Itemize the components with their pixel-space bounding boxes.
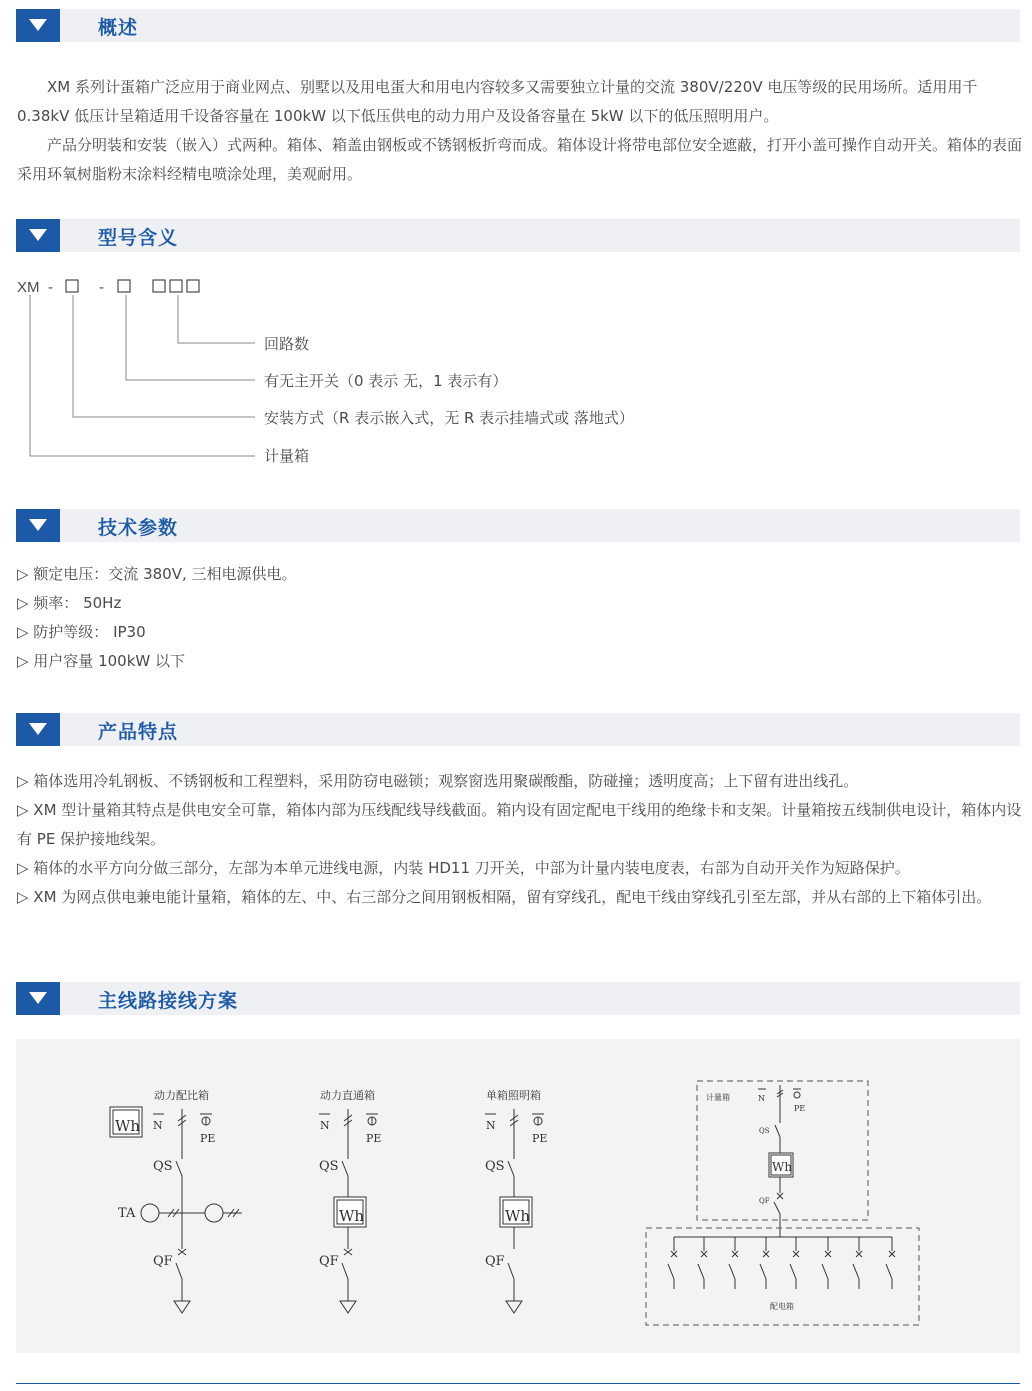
model-box (170, 280, 182, 292)
distribution-box-label: 配电箱 (770, 1302, 794, 1311)
diagram-title: 动力直通箱 (320, 1089, 375, 1102)
tech-item-capacity: ▷ 用户容量 100kW 以下 (17, 652, 185, 670)
tech-item-protection: ▷ 防护等级： IP30 (17, 623, 146, 641)
neutral-label: N (758, 1094, 765, 1103)
section-header-model (16, 219, 1020, 252)
qs-label: QS (319, 1159, 339, 1174)
tech-item-frequency: ▷ 频率： 50Hz (17, 594, 122, 612)
model-leader-lines (30, 295, 255, 456)
model-box (187, 280, 199, 292)
triangle-down-icon (16, 219, 60, 252)
ta-label: TA (118, 1206, 136, 1221)
diagram-title: 单箱照明箱 (486, 1089, 541, 1102)
neutral-label: N (486, 1119, 496, 1132)
triangle-down-icon (16, 9, 60, 42)
meter-label: Wh (339, 1207, 365, 1225)
wiring-diagram (16, 1039, 1020, 1353)
meter-label: Wh (505, 1207, 531, 1225)
triangle-down-icon (16, 982, 60, 1015)
model-box (66, 280, 78, 292)
qs-label: QS (759, 1127, 770, 1135)
model-box (118, 280, 130, 292)
feature-item: ▷ XM 型计量箱其特点是供电安全可靠，箱体内部为压线配线导线截面。箱内设有固定配电干线用的绝缘卡和支架。计量箱按五线制供电设计，箱体内设有 PE 保护接地线架。 (17, 801, 1022, 848)
pe-label: PE (532, 1132, 548, 1145)
qs-label: QS (485, 1159, 505, 1174)
pe-label: PE (200, 1132, 216, 1145)
model-prefix: XM (17, 279, 40, 296)
qf-label: QF (319, 1254, 339, 1269)
section-title: 主线路接线方案 (98, 990, 239, 1012)
section-header-wiring (16, 982, 1020, 1015)
qs-label: QS (153, 1159, 173, 1174)
diagram-title: 动力配比箱 (154, 1089, 209, 1102)
pe-label: PE (366, 1132, 382, 1145)
section-title: 型号含义 (98, 227, 179, 249)
model-label-install: 安装方式（R 表示嵌入式，无 R 表示挂墙式或 落地式） (264, 409, 634, 427)
model-label-meter-box: 计量箱 (264, 447, 310, 465)
triangle-down-icon (16, 713, 60, 746)
bottom-divider (16, 1383, 1020, 1384)
meter-box-label: 计量箱 (706, 1093, 730, 1102)
meter-label: Wh (115, 1117, 141, 1135)
neutral-label: N (153, 1119, 163, 1132)
tech-item-voltage: ▷ 额定电压：交流 380V, 三相电源供电。 (17, 565, 297, 583)
overview-paragraph-2: 产品分明装和安装（嵌入）式两种。箱体、箱盖由钢板或不锈钢板折弯而成。箱体设计将带电部位安全遮蔽，打开小盖可操作自动开关。箱体的表面采用环氧树脂粉末涂料经精电喷涂处理，美观耐用。 (17, 136, 1023, 183)
section-title: 概述 (98, 17, 139, 39)
pe-label: PE (794, 1104, 806, 1113)
model-label-main-switch: 有无主开关（0 表示 无，1 表示有） (264, 372, 508, 390)
section-title: 技术参数 (98, 517, 179, 539)
meter-label: Wh (772, 1160, 793, 1174)
triangle-down-icon (16, 509, 60, 542)
qf-label: QF (759, 1197, 770, 1205)
section-title: 产品特点 (98, 721, 179, 743)
model-dash: - (48, 279, 53, 296)
section-header-tech (16, 509, 1020, 542)
neutral-label: N (320, 1119, 330, 1132)
qf-label: QF (485, 1254, 505, 1269)
qf-label: QF (153, 1254, 173, 1269)
section-header-features (16, 713, 1020, 746)
model-box (153, 280, 165, 292)
feature-item: ▷ 箱体的水平方向分做三部分，左部为本单元进线电源，内装 HD11 刀开关，中部为计量内装电度表，右部为自动开关作为短路保护。 (17, 859, 910, 877)
feature-item: ▷ 箱体选用冷轧钢板、不锈钢板和工程塑料，采用防窃电磁锁；观察窗选用聚碳酸酯，防碰撞；透明度高；上下留有进出线孔。 (17, 772, 859, 790)
model-label-circuits: 回路数 (264, 335, 310, 353)
section-header-overview (16, 9, 1020, 42)
model-dash: - (99, 279, 104, 296)
overview-paragraph-1: XM 系列计蛋箱广泛应用于商业网点、别墅以及用电蛋大和用电内容较多又需要独立计量的交流 380V/220V 电压等级的民用场所。适用用千 0.38kV 低压计呈箱适用千设备容量在 100kW 以下低压供电的动力用户及设备容量在 5kW 以下的低压照明用户。 (17, 78, 978, 125)
feature-item: ▷ XM 为网点供电兼电能计量箱，箱体的左、中、右三部分之间用钢板相隔，留有穿线孔，配电干线由穿线孔引至左部，并从右部的上下箱体引出。 (17, 888, 992, 906)
model-code-diagram (0, 270, 300, 470)
